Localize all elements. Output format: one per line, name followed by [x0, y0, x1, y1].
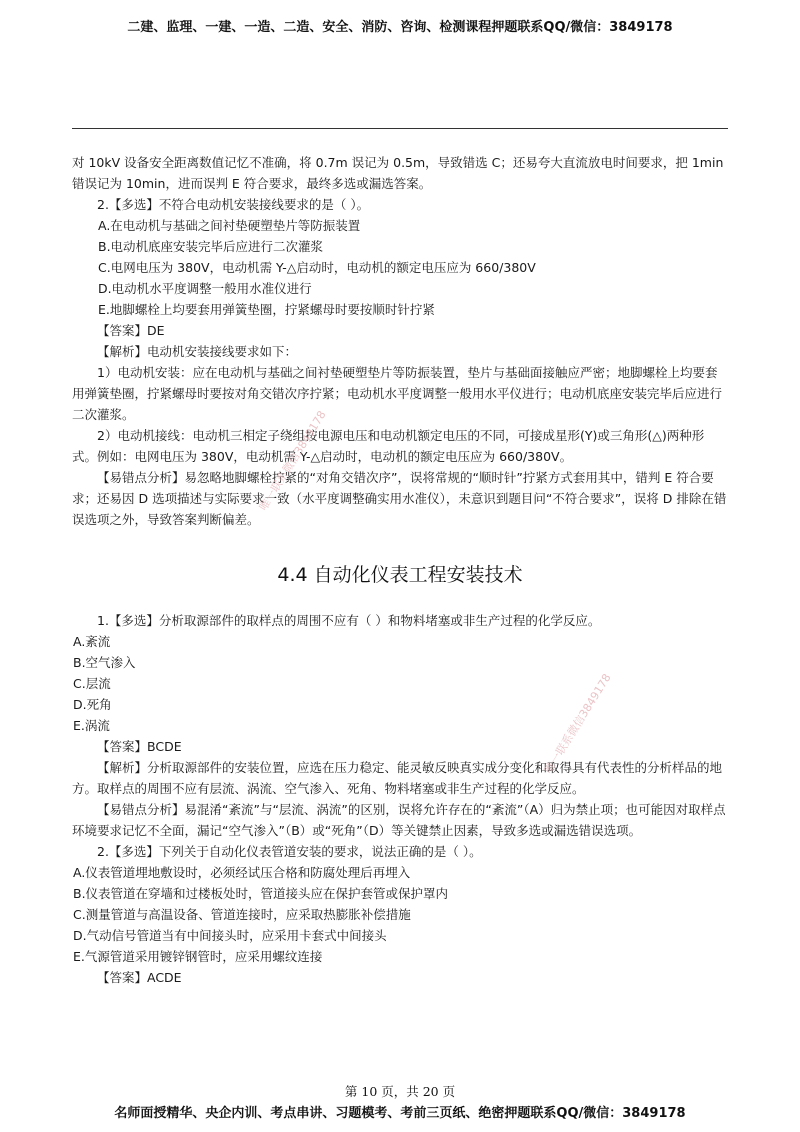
- s44-question-2-option-d: D.气动信号管道当有中间接头时，应采用卡套式中间接头: [73, 928, 387, 943]
- question-2-option-d: D.电动机水平度调整一般用水准仪进行: [98, 281, 312, 296]
- s44-question-2-option-c: C.测量管道与高温设备、管道连接时，应采取热膨胀补偿措施: [73, 907, 411, 922]
- section-4-3-continued: [72, 152, 728, 530]
- s44-question-1-stem: 1.【多选】分析取源部件的取样点的周围不应有（ ）和物料堵塞或非生产过程的化学反应。: [97, 613, 601, 628]
- page-number: 第 10 页，共 20 页: [344, 1084, 456, 1099]
- s44-question-2-option-b: B.仪表管道在穿墙和过楼板处时，管道接头应在保护套管或保护罩内: [73, 886, 449, 901]
- s44-question-1-option-b: B.空气渗入: [73, 655, 136, 670]
- s44-question-2-answer: 【答案】ACDE: [97, 970, 182, 985]
- s44-question-1-option-d: D.死角: [73, 697, 112, 712]
- watermark-1: 唯一联系微信3849178: [256, 408, 329, 513]
- s44-question-1-analysis: 【解析】分析取源部件的安装位置，应选在压力稳定、能灵敏反映真实成分变化和取得具有代表性的分析样品的地方。取样点的周围不应有层流、涡流、空气渗入、死角、物料堵塞或非生产过程的化学反应。: [72, 760, 723, 796]
- question-2-point-1: 1）电动机安装：应在电动机与基础之间衬垫硬塑垫片等防振装置，垫片与基础面接触应严密；地脚螺栓上均要套用弹簧垫圈，拧紧螺母时要按对角交错次序拧紧；电动机水平度调整一般用水平仪进行；电动机底座安装完毕后应进行二次灌浆。: [72, 365, 723, 422]
- prev-error-analysis-tail: 对 10kV 设备安全距离数值记忆不准确，将 0.7m 误记为 0.5m，导致错选 C；还易夸大直流放电时间要求，把 1min 错误记为 10min，进而误判 E 符合要求，最终多选或漏选答案。: [72, 155, 724, 191]
- s44-question-1-answer: 【答案】BCDE: [97, 739, 182, 754]
- footer-promo: 名师面授精华、央企内训、考点串讲、习题模考、考前三页纸、绝密押题联系QQ/微信：3849178: [114, 1106, 686, 1121]
- s44-question-1-option-a: A.紊流: [73, 634, 111, 649]
- question-2-stem: 2.【多选】不符合电动机安装接线要求的是（ ）。: [97, 197, 370, 212]
- s44-question-2-option-e: E.气源管道采用镀锌钢管时，应采用螺纹连接: [73, 949, 323, 964]
- question-2-option-e: E.地脚螺栓上均要套用弹簧垫圈，拧紧螺母时要按顺时针拧紧: [98, 302, 435, 317]
- section-title: 4.4 自动化仪表工程安装技术: [277, 564, 523, 586]
- question-2-point-2: 2）电动机接线：电动机三相定子绕组按电源电压和电动机额定电压的不同，可接成星形(Y)或三角形(△)两种形式。例如：电网电压为 380V，电动机需 Y-△启动时，电动机的额定电压应为 660/380V。: [72, 428, 705, 464]
- s44-question-1-error-analysis: 【易错点分析】易混淆“紊流”与“层流、涡流”的区别，误将允许存在的“紊流”（A）归为禁止项；也可能因对取样点环境要求记忆不全面，漏记“空气渗入”（B）或“死角”（D）等关键禁止因素，导致多选或漏选错误选项。: [72, 802, 726, 838]
- section-4-4-body: [72, 610, 728, 988]
- header-divider: [72, 128, 728, 129]
- header-promo: 二建、监理、一建、一造、二造、安全、消防、咨询、检测课程押题联系QQ/微信：3849178: [127, 20, 673, 35]
- question-2-option-a: A.在电动机与基础之间衬垫硬塑垫片等防振装置: [98, 218, 361, 233]
- s44-question-2-option-a: A.仪表管道埋地敷设时，必须经试压合格和防腐处理后再埋入: [73, 865, 411, 880]
- watermark-2: 唯一联系微信3849178: [541, 671, 614, 776]
- question-2-option-c: C.电网电压为 380V，电动机需 Y-△启动时，电动机的额定电压应为 660/380V: [98, 260, 536, 275]
- question-2-error-analysis: 【易错点分析】易忽略地脚螺栓拧紧的“对角交错次序”，误将常规的“顺时针”拧紧方式套用其中，错判 E 符合要求；还易因 D 选项描述与实际要求一致（水平度调整确实用水准仪），未意识到题目问“不符合要求”，误将 D 排除在错误选项之外，导致答案判断偏差。: [72, 470, 727, 527]
- question-2-analysis: 【解析】电动机安装接线要求如下：: [97, 344, 298, 359]
- question-2-answer: 【答案】DE: [97, 323, 165, 338]
- s44-question-1-option-e: E.涡流: [73, 718, 110, 733]
- question-2-option-b: B.电动机底座安装完毕后应进行二次灌浆: [98, 239, 324, 254]
- s44-question-1-option-c: C.层流: [73, 676, 111, 691]
- s44-question-2-stem: 2.【多选】下列关于自动化仪表管道安装的要求，说法正确的是（ ）。: [97, 844, 482, 859]
